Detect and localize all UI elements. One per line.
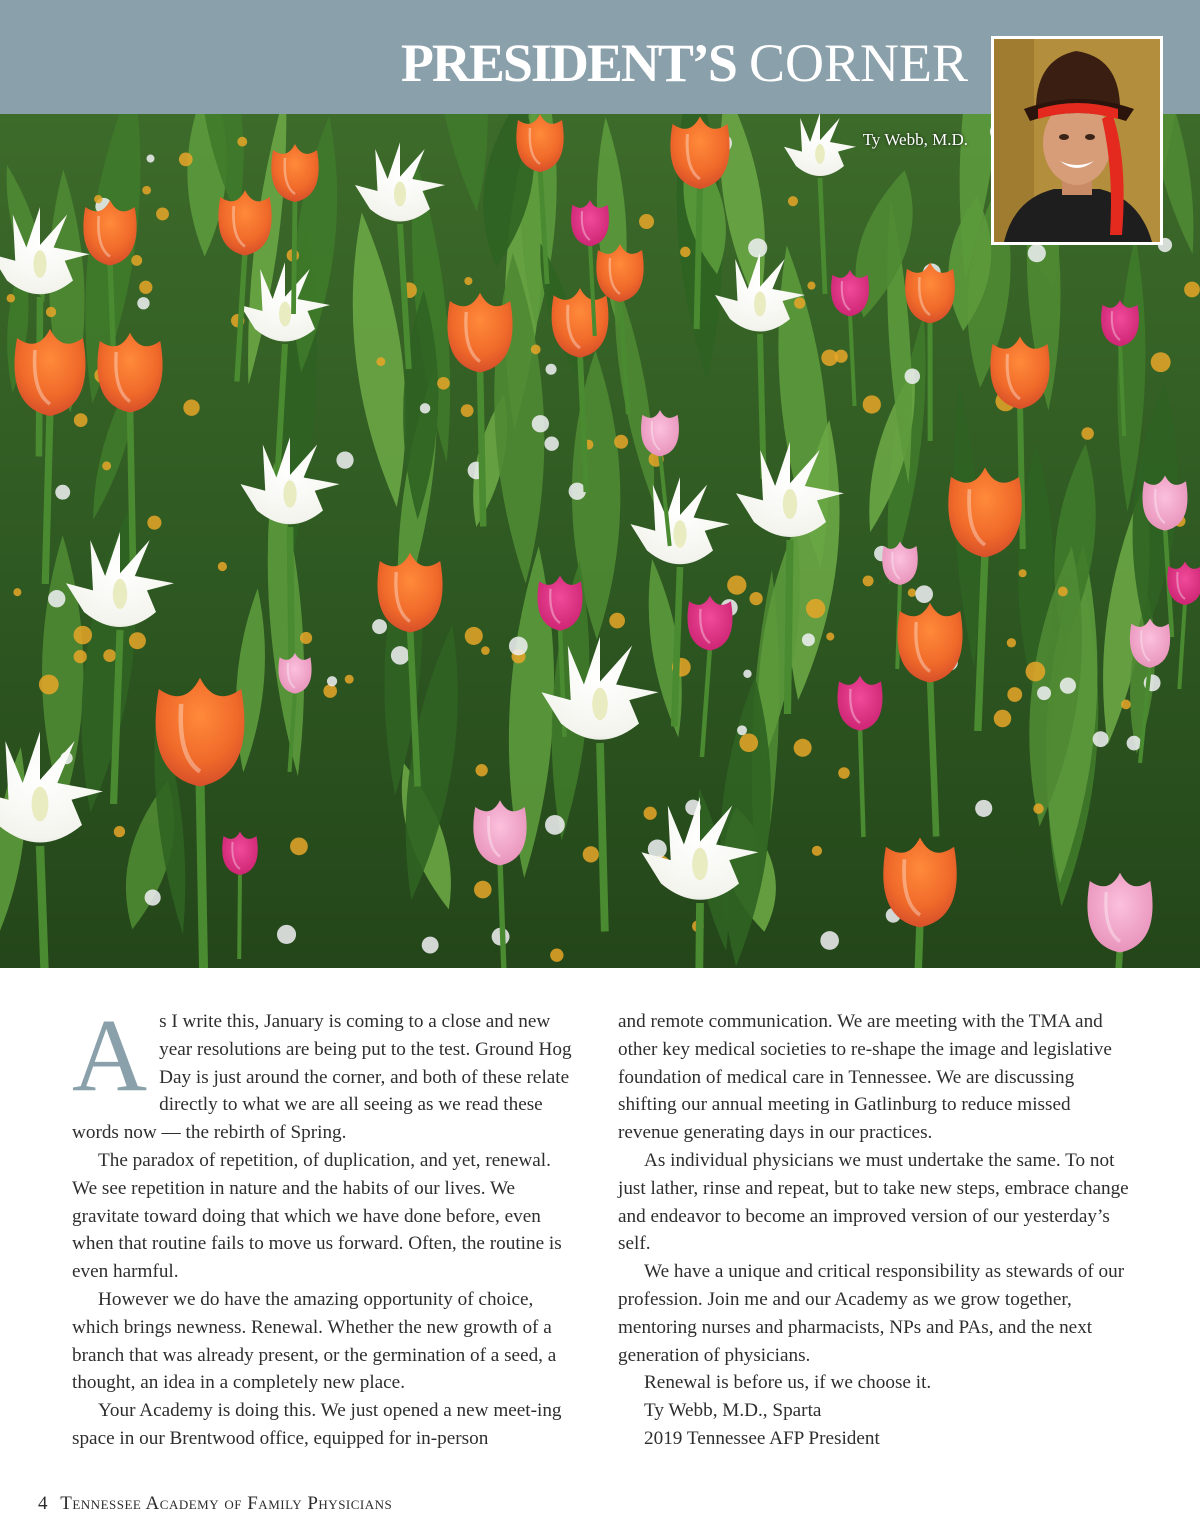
page-footer xyxy=(38,1493,392,1515)
title-bold: PRESIDENT’S xyxy=(400,33,736,93)
paragraph-1 xyxy=(72,998,580,1147)
paragraph-4: Your Academy is doing this. We just opened a new meet-ing space in our Brentwood office, equipped for in-person xyxy=(72,1400,562,1449)
paragraph-1-text: s I write this, January is coming to a close and new year resolutions are being put to the test. Ground Hog Day is just around the corner, and both of these relate directly to what we are all seeing as we read these words now — the rebirth of Spring. xyxy=(72,1011,572,1144)
paragraph-3: However we do have the amazing opportunity of choice, which brings newness. Renewal. Whether the new growth of a branch that was already present, or the germination of a seed, a thought, an idea in a completely new place. xyxy=(72,1288,557,1394)
paragraph-2: The paradox of repetition, of duplication, and yet, renewal. We see repetition in nature and the habits of our lives. We gravitate toward doing that which we have done before, even when that routine fails to move us forward. Often, the routine is even harmful. xyxy=(72,1149,562,1283)
signature-title: 2019 Tennessee AFP President xyxy=(644,1427,880,1449)
paragraph-5: and remote communication. We are meeting with the TMA and other key medical societies to re-shape the image and legislative foundation of medical care in Tennessee. We are discussing shifting our annual meeting in Gatlinburg to reduce missed revenue generating days in our practices. xyxy=(618,1011,1112,1144)
paragraph-6: As individual physicians we must undertake the same. To not just lather, rinse and repeat, but to take new steps, embrace change and endeavor to become an improved version of our yesterday’s self. xyxy=(618,1149,1129,1255)
signature-name: Ty Webb, M.D., Sparta xyxy=(644,1400,822,1422)
portrait-image xyxy=(994,39,1160,242)
article-column-left xyxy=(72,998,580,1453)
paragraph-8: Renewal is before us, if we choose it. xyxy=(644,1372,932,1394)
portrait-caption: Ty Webb, M.D. xyxy=(862,130,968,149)
paragraph-7: We have a unique and critical responsibility as stewards of our profession. Join me and our Academy as we grow together, mentoring nurses and pharmacists, NPs and PAs, and the next generation of physicians. xyxy=(618,1261,1125,1366)
page-number: 4 xyxy=(38,1493,48,1514)
publication-name: Tennessee Academy of Family Physicians xyxy=(60,1493,393,1514)
article-column-right xyxy=(618,1008,1130,1453)
drop-cap: A xyxy=(72,998,148,1113)
author-portrait xyxy=(991,36,1163,245)
title-light: CORNER xyxy=(748,33,968,93)
page-title xyxy=(401,28,968,98)
